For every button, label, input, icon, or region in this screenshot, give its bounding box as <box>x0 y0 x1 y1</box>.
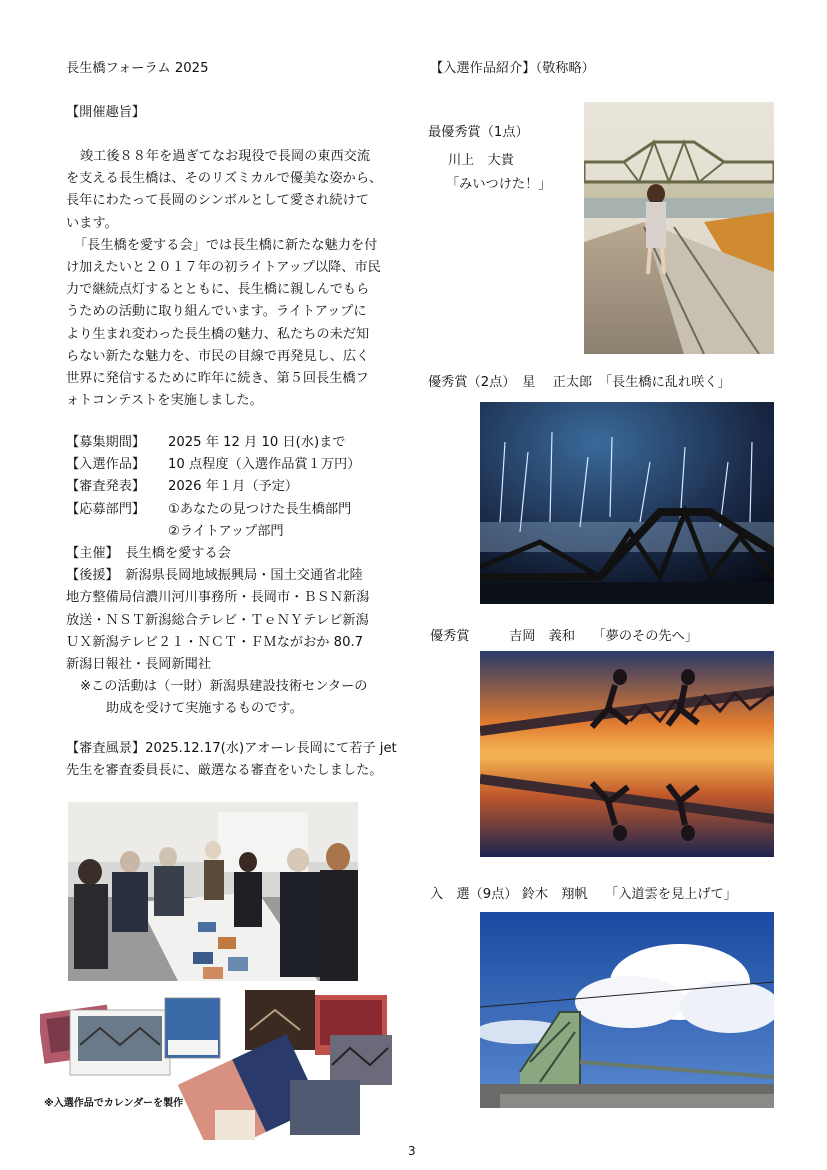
top-award-title: 「みいつけた！」 <box>446 177 552 192</box>
purpose-paragraph <box>66 146 382 412</box>
note-line: ※この活動は（一財）新潟県建設技術センターの <box>80 679 368 695</box>
top-award-photo <box>584 102 774 354</box>
purpose-line: 長年にわたって長岡のシンボルとして愛され続けて <box>66 193 369 209</box>
support-line: 地方整備局信濃川河川事務所・長岡市・ＢＳＮ新潟 <box>66 590 370 606</box>
purpose-line: を支える長生橋は、そのリズミカルで優美な姿から、 <box>66 171 383 187</box>
info-row: 【募集期間】 2025 年 12 月 10 日(水)まで <box>66 435 346 450</box>
purpose-line: より生まれ変わった長生橋の魅力、私たちの未だ知 <box>66 326 370 342</box>
review-line: 先生を審査委員長に、厳選なる審査をいたしました。 <box>66 763 383 779</box>
note-line: 助成を受けて実施するものです。 <box>106 701 303 717</box>
review-paragraph <box>66 738 397 782</box>
info-row: 【応募部門】 ①あなたの見つけた長生橋部門 <box>66 501 352 517</box>
info-row: ②ライトアップ部門 <box>168 523 284 539</box>
purpose-line: 竣工後８８年を過ぎてなお現役で長岡の東西交流 <box>80 149 371 164</box>
excellence-award-photo-1 <box>480 402 774 604</box>
support-line: 新潟日報社・長岡新聞社 <box>66 657 212 673</box>
selected-award-photo <box>480 912 774 1108</box>
support-line: 放送・ＮＳＴ新潟総合テレビ・ＴｅＮＹテレビ新潟 <box>66 612 369 628</box>
purpose-line: うための活動に取り組んでいます。ライトアップに <box>66 304 367 320</box>
purpose-line: ォトコンテストを実施しました。 <box>66 393 263 409</box>
purpose-line: 力で継続点灯するとともに、長生橋に親しんでもら <box>66 282 370 298</box>
support-line: 【後援】 新潟県長岡地域振興局・国土交通省北陸 <box>66 568 363 584</box>
excellence-award-photo-2 <box>480 651 774 857</box>
page-title: 長生橋フォーラム 2025 <box>66 61 209 76</box>
info-list <box>66 432 369 721</box>
purpose-line: います。 <box>66 215 118 231</box>
purpose-line: 世界に発信するために昨年に続き、第５回長生橋フ <box>66 371 369 387</box>
selected-award-line: 入 選（9点） 鈴木 翔帆 「入道雲を見上げて」 <box>430 887 737 902</box>
purpose-heading: 【開催趣旨】 <box>66 105 146 120</box>
info-row: 【入選作品】 10 点程度（入選作品賞１万円） <box>66 457 361 473</box>
excellence-award-line-2: 優秀賞 吉岡 義和 「夢のその先へ」 <box>430 629 698 644</box>
calendar-photo <box>40 990 392 1140</box>
top-award-name: 川上 大貴 <box>448 153 514 168</box>
judging-photo <box>68 802 358 981</box>
page-number: 3 <box>408 1144 416 1158</box>
top-award-label: 最優秀賞（1点） <box>428 125 529 140</box>
purpose-line: らない新たな魅力を、市民の目線で再発見し、広く <box>66 348 370 364</box>
purpose-line: け加えたいと２０１７年の初ライトアップ以降、市民 <box>66 260 381 276</box>
excellence-award-line-1: 優秀賞（2点） 星 正太郎 「長生橋に乱れ咲く」 <box>428 375 731 390</box>
works-heading: 【入選作品紹介】（敬称略） <box>430 61 595 76</box>
support-line: ＵＸ新潟テレビ２１・ＮＣＴ・ＦＭながおか 80.7 <box>66 634 364 650</box>
review-line: 【審査風景】2025.12.17(水)アオーレ長岡にて若子 jet <box>66 741 397 756</box>
organizer-line: 【主催】 長生橋を愛する会 <box>66 546 231 562</box>
purpose-line: 「長生橋を愛する会」では長生橋に新たな魅力を付 <box>74 237 378 253</box>
calendar-caption: ※入選作品でカレンダーを製作 <box>44 1098 184 1109</box>
info-row: 【審査発表】 2026 年１月（予定） <box>66 479 299 495</box>
